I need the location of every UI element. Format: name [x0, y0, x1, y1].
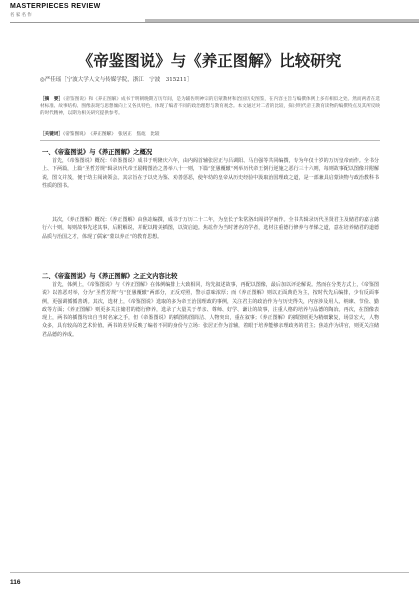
section-heading-1: 一、《帝鉴图说》与《养正图解》之概况	[42, 149, 153, 156]
footer-rule	[10, 572, 409, 573]
article-title: 《帝鉴图说》与《养正图解》比较研究	[77, 52, 342, 70]
section-2-paragraph-1: 首先，体例上，《帝鉴图说》与《养正图解》在体例编排上大致相同，均先叙述故事，再配以图像，最后加以评论解说。然而在分类方式上，《帝鉴图说》以善恶对举，分为“圣哲芳规”与“狂愚覆辙”两部分，正反对照，警示意味浓厚；而《养正图解》则以正面典范为主，按时代先后编排，少有反面事例，更强调循循善诱。其次，选材上，《帝鉴图说》选取的多为帝王治国理政的事例，关注君主的政治作为与历史得失，内容涉及用人、纳谏、节俭、勤政等方面；《养正图解》则更多关注储君的德行修养，选录了大量关于孝亲、尊师、好学、谦让的故事，注重人格的培养与品德的陶冶。再次，在图像表现上，两书的插图均出自当时名家之手，但《帝鉴图说》的插图构图简洁、人物突出，重在叙事；《养正图解》的插图则更为精细繁复，场景宏大，人物众多，具有较高的艺术价值。两书的差异反映了编者不同的身份与立场：张居正作为首辅，着眼于培养能够亲理政务的君主；焦竑作为讲官，则更关注储君品德的养成。	[42, 282, 379, 338]
header-rule	[10, 22, 419, 23]
section-1-paragraph-1: 首先，《帝鉴图说》概况：《帝鉴图说》成书于明隆庆六年，由内阁首辅张居正与吕调阳、马自强等共同编撰，专为年仅十岁的万历皇帝而作。全书分上、下两篇，上篇“圣哲芳规”辑录历代帝王励精图治之善举八十一则，下篇“狂愚覆辙”列举历代帝王倒行逆施之恶行三十六则，每则故事配以图像并附解说，图文并茂，便于幼主阅读领会。其宗旨在于以史为鉴、劝善惩恶，使年幼的皇帝从历史经验中汲取治国理政之道，是一部兼具启蒙读物与政治教科书性质的图书。	[42, 158, 379, 189]
abstract-label: ［摘 要］	[40, 97, 64, 102]
keywords-text: 《帝鉴图说》 《养正图解》 张居正 焦竑 比较	[62, 132, 160, 137]
keywords-label: ［关键词］	[40, 132, 63, 137]
abstract-text: 《帝鉴图说》和《养正图解》成书于明朝晚期万历年间，是为辅佐明神宗的启蒙教材和治国历史图鉴，在内容主旨与编撰体例上多有相似之处。然而两者在选材标准、故事结构、图像表现与思想倾向上又各具特色，体现了编者不同的政治理想与教育观念。本文通过对二者的比较，探讨明代帝王教育读物的编撰特点及其所反映的时代精神，以期为相关研究提供参考。	[40, 97, 380, 116]
journal-name: MASTERPIECES REVIEW	[10, 3, 101, 10]
page-number: 116	[10, 579, 21, 586]
article-author: ◎严佳瑶［宁波大学人文与传媒学院，浙江 宁波 315211］	[40, 77, 193, 83]
abstract-divider	[40, 140, 380, 141]
keywords	[40, 131, 159, 137]
abstract	[40, 96, 380, 117]
page-header	[0, 0, 419, 26]
journal-subtitle: 名 家 名 作	[10, 12, 32, 17]
section-heading-2: 二、《帝鉴图说》与《养正图解》之正文内容比较	[42, 273, 178, 280]
section-1-paragraph-2: 其次，《养正图解》概况：《养正图解》由焦竑编撰，成书于万历二十二年，为皇长子朱常洛出阁讲学而作。全书共辑录历代圣贤君主及储君的嘉言懿行六十则，每则故事先述其事，后附解说，并配以精美插图，以资启迪。焦竑作为当时著名的学者，选材注重德行修养与孝悌之道，意在培养储君的道德品质与治国之才，体现了儒家“蒙以养正”的教育思想。	[42, 217, 379, 240]
